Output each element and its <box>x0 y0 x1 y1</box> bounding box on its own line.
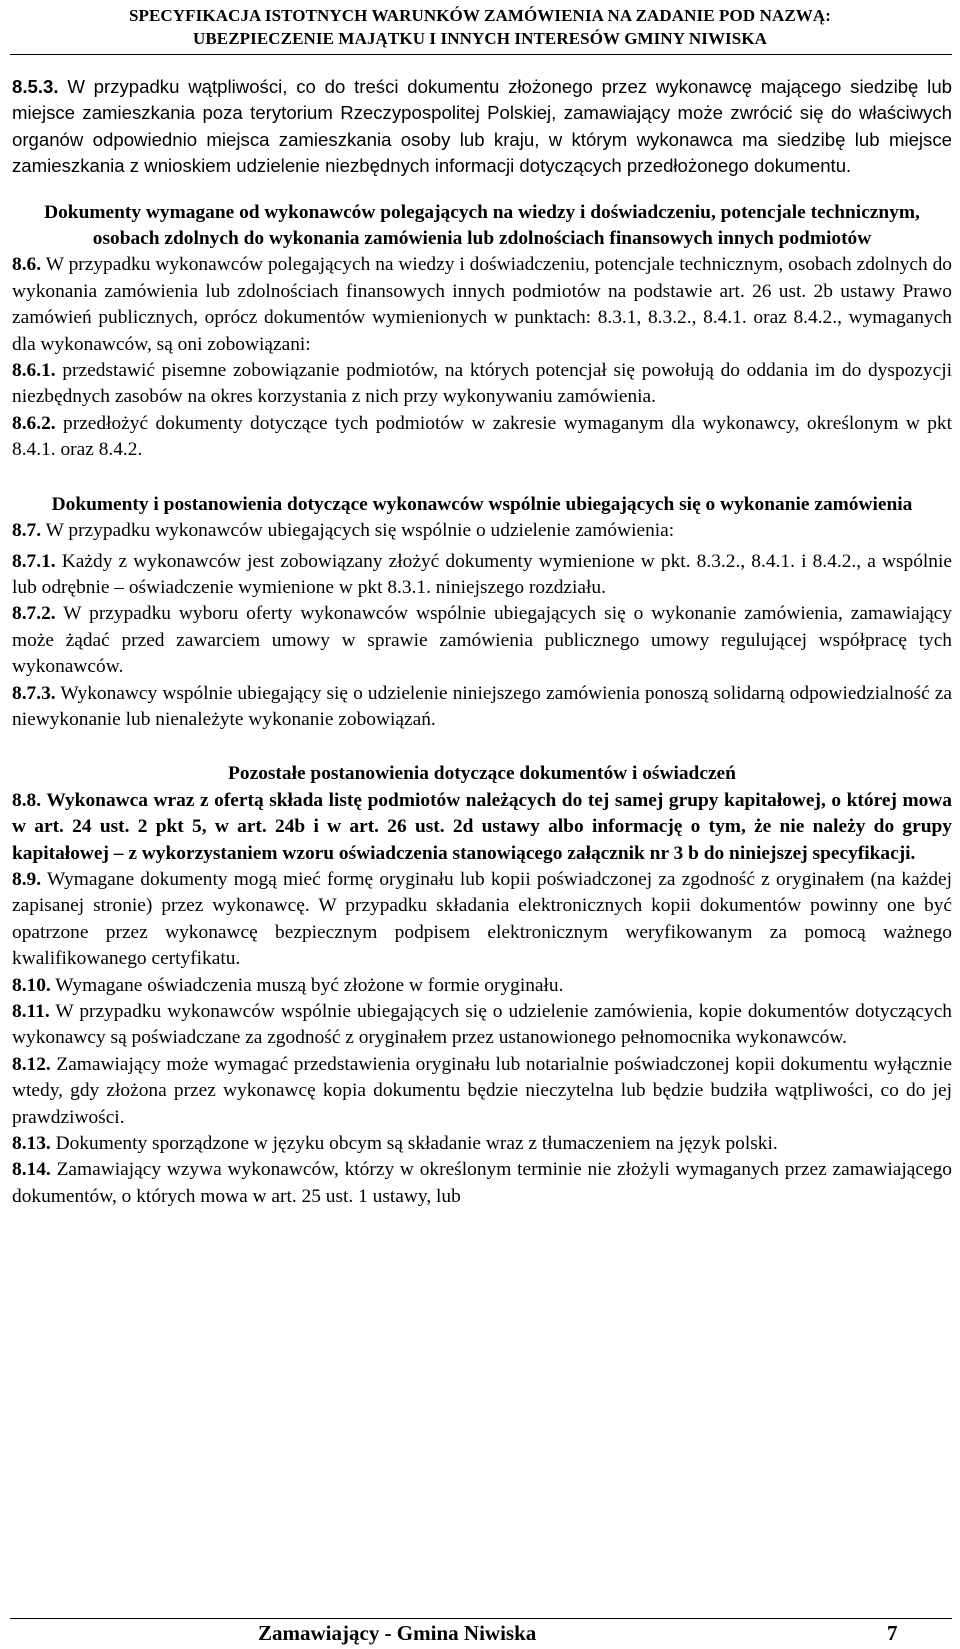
section-number: 8.8. <box>12 789 42 811</box>
paragraph-text: Zamawiający wzywa wykonawców, którzy w określonym terminie nie złożyli wymaganych przez zamawiającego dokumentów, o których mowa w art. 25 ust. 1 ustawy, lub <box>12 1159 952 1207</box>
paragraph-8-7-3 <box>12 681 952 734</box>
paragraph-text: W przypadku wykonawców wspólnie ubiegających się o udzielenie zamówienia, kopie dokumentów dotyczących wykonawcy są poświadczane za zgodność z oryginałem przez ustanowionego pełnomocnika wykonawców. <box>12 1001 953 1049</box>
paragraph-8-8 <box>12 788 952 867</box>
paragraph-text: Wymagane oświadczenia muszą być złożone w formie oryginału. <box>55 974 564 996</box>
paragraph-8-7-2 <box>12 601 952 680</box>
section-heading-2: Dokumenty i postanowienia dotyczące wykonawców wspólnie ubiegających się o wykonanie zamówienia <box>51 493 913 515</box>
paragraph-text: W przypadku wykonawców ubiegających się wspólnie o udzielenie zamówienia: <box>45 520 675 542</box>
paragraph-text: Wymagane dokumenty mogą mieć formę oryginału lub kopii poświadczonej za zgodność z oryginałem (na każdej zapisanej stronie) przez wykonawcę. W przypadku składania elektronicznych kopii dokumentów powinny one być opatrzone przez wykonawcę bezpiecznym podpisem elektronicznym weryfikowanym za pomocą ważnego kwalifikowanego certyfikatu. <box>12 868 953 970</box>
paragraph-text: Dokumenty sporządzone w języku obcym są składanie wraz z tłumaczeniem na język polski. <box>55 1133 778 1155</box>
paragraph-8-7 <box>12 518 952 544</box>
footer-divider <box>10 1618 952 1619</box>
paragraph-8-14 <box>12 1157 952 1210</box>
section-number: 8.7.1. <box>12 550 56 572</box>
paragraph-text: przedłożyć dokumenty dotyczące tych podmiotów w zakresie wymaganym dla wykonawcy, określonym w pkt 8.4.1. oraz 8.4.2. <box>12 412 952 461</box>
header-line-1: SPECYFIKACJA ISTOTNYCH WARUNKÓW ZAMÓWIENIA NA ZADANIE POD NAZWĄ: <box>128 6 832 25</box>
paragraph-8-13 <box>12 1131 952 1157</box>
paragraph-text: Wykonawcy wspólnie ubiegający się o udzielenie niniejszego zamówienia ponoszą solidarną odpowiedzialność za niewykonanie lub nienależyte wykonanie zobowiązań. <box>12 682 952 730</box>
page-header <box>0 4 960 50</box>
paragraph-text: W przypadku wyboru oferty wykonawców wspólnie ubiegających się o wykonanie zamówienia, zamawiający może żądać przed zawarciem umowy w sprawie zamówienia publicznego umowy regulującej współpracę tych wykonawców. <box>12 603 952 678</box>
footer-issuer: Zamawiający - Gmina Niwiska <box>258 1621 537 1645</box>
header-divider <box>10 54 952 55</box>
section-number: 8.6.2. <box>12 412 56 434</box>
section-number: 8.7.3. <box>12 682 56 704</box>
paragraph-text: Wykonawca wraz z ofertą składa listę podmiotów należących do tej samej grupy kapitałowej, o której mowa w art. 24 ust. 2 pkt 5, w art. 24b i w art. 26 ust. 2d ustawy albo informację o tym, że nie należy do grupy kapitałowej – z wykorzystaniem wzoru oświadczenia stanowiącego załącznik nr 3 b do niniejszej specyfikacji. <box>12 789 953 864</box>
section-number: 8.5.3. <box>12 76 59 97</box>
paragraph-8-12 <box>12 1052 952 1131</box>
section-number: 8.10. <box>12 974 51 996</box>
section-number: 8.12. <box>12 1053 51 1075</box>
paragraph-text: Każdy z wykonawców jest zobowiązany złożyć dokumenty wymienione w pkt. 8.3.2., 8.4.1. i 8.4.2., a wspólnie lub odrębnie – oświadczenie wymienione w pkt 8.3.1. niniejszego rozdziału. <box>12 550 952 598</box>
paragraph-8-6 <box>12 252 952 358</box>
section-heading-1: Dokumenty wymagane od wykonawców polegających na wiedzy i doświadczeniu, potencjale technicznym, osobach zdolnych do wykonania zamówienia lub zdolnościach finansowych innych podmiotów <box>44 201 920 250</box>
section-number: 8.9. <box>12 868 42 890</box>
paragraph-8-9 <box>12 867 952 973</box>
paragraph-8-10 <box>12 973 952 999</box>
document-body <box>12 74 952 1210</box>
section-number: 8.7. <box>12 520 42 542</box>
section-number: 8.7.2. <box>12 603 56 625</box>
section-heading-3: Pozostałe postanowienia dotyczące dokumentów i oświadczeń <box>228 763 736 785</box>
section-number: 8.13. <box>12 1133 51 1155</box>
paragraph-text: Zamawiający może wymagać przedstawienia oryginału lub notarialnie poświadczonej kopii dokumentu wyłącznie wtedy, gdy złożona przez wykonawcę kopia dokumentu będzie nieczytelna lub będzie budziła wątpliwości, co do jej prawdziwości. <box>12 1053 952 1128</box>
paragraph-text: przedstawić pisemne zobowiązanie podmiotów, na których potencjał się powołują do oddania im do dyspozycji niezbędnych zasobów na okres korzystania z nich przy wykonywaniu zamówienia. <box>12 360 952 408</box>
section-number: 8.14. <box>12 1159 51 1181</box>
paragraph-8-7-1 <box>12 549 952 602</box>
section-number: 8.11. <box>12 1001 50 1022</box>
section-number: 8.6. <box>12 254 42 276</box>
paragraph-text: W przypadku wykonawców polegających na wiedzy i doświadczeniu, potencjale technicznym, osobach zdolnych do wykonania zamówienia lub zdolnościach finansowych innych podmiotów na podstawie art. 26 ust. 2b ustawy Prawo zamówień publicznych, oprócz dokumentów wymienionych w punktach: 8.3.1, 8.3.2., 8.4.1. oraz 8.4.2., wymaganych dla wykonawców, są oni zobowiązani: <box>12 254 952 355</box>
page-number: 7 <box>887 1621 898 1645</box>
paragraph-8-6-1 <box>12 358 952 411</box>
section-number: 8.6.1. <box>12 360 56 382</box>
paragraph-8-11 <box>12 999 952 1052</box>
paragraph-8-6-2 <box>12 411 952 464</box>
paragraph-text: W przypadku wątpliwości, co do treści dokumentu złożonego przez wykonawcę mającego siedzibę lub miejsce zamieszkania poza terytorium Rzeczypospolitej Polskiej, zamawiający może zwrócić się do właściwych organów odpowiednio miejsca zamieszkania osoby lub kraju, w którym wykonawca ma siedzibę lub miejsce zamieszkania z wnioskiem udzielenie niezbędnych informacji dotyczących przedłożonego dokumentu. <box>12 76 952 177</box>
header-line-2: UBEZPIECZENIE MAJĄTKU I INNYCH INTERESÓW GMINY NIWISKA <box>192 29 768 48</box>
paragraph-8-5-3 <box>12 74 952 180</box>
